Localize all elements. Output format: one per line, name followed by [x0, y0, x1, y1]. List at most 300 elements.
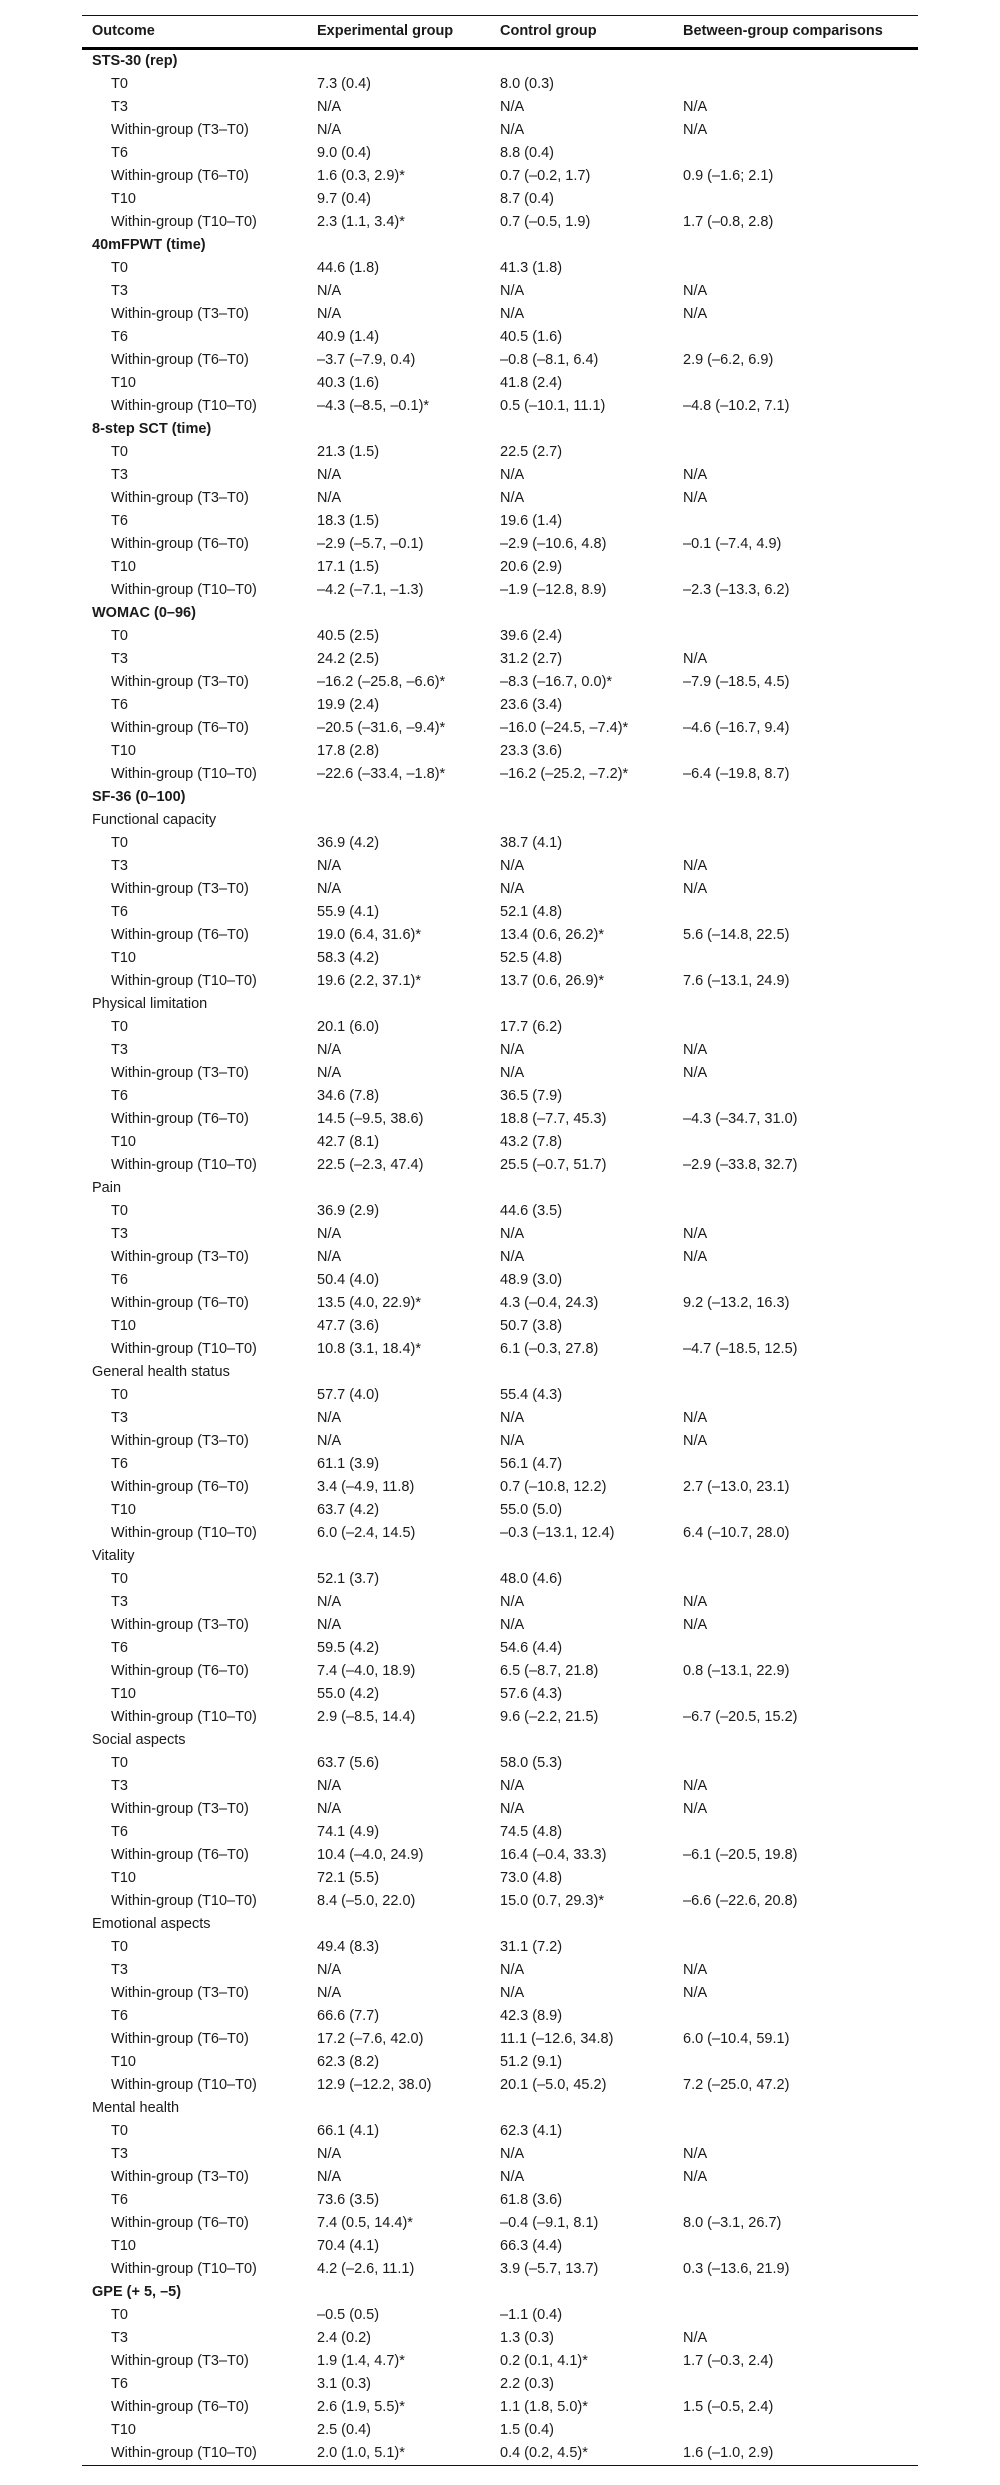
experimental-value: 36.9 (4.2)	[317, 835, 380, 851]
control-value: 43.2 (7.8)	[500, 1134, 563, 1150]
experimental-value: 18.3 (1.5)	[317, 513, 380, 529]
between-group-value: N/A	[683, 99, 708, 115]
experimental-value: 55.9 (4.1)	[317, 904, 380, 920]
experimental-value: N/A	[317, 858, 342, 874]
experimental-value: –3.7 (–7.9, 0.4)	[317, 352, 416, 368]
table-row	[82, 2258, 918, 2281]
experimental-value: 19.9 (2.4)	[317, 697, 380, 713]
table-row	[82, 1637, 918, 1660]
experimental-value: 58.3 (4.2)	[317, 950, 380, 966]
experimental-value: N/A	[317, 122, 342, 138]
experimental-value: 50.4 (4.0)	[317, 1272, 380, 1288]
between-group-value: 1.5 (–0.5, 2.4)	[683, 2399, 774, 2415]
table-row	[82, 303, 918, 326]
row-label: T10	[111, 1686, 136, 1702]
between-group-value: N/A	[683, 1249, 708, 1265]
experimental-value: –22.6 (–33.4, –1.8)*	[317, 766, 446, 782]
between-group-value: N/A	[683, 1042, 708, 1058]
row-label: Within-group (T3–T0)	[111, 674, 249, 690]
row-label: Within-group (T10–T0)	[111, 1157, 257, 1173]
control-value: 13.4 (0.6, 26.2)*	[500, 927, 604, 943]
between-group-value: N/A	[683, 490, 708, 506]
experimental-value: 14.5 (–9.5, 38.6)	[317, 1111, 424, 1127]
control-value: 0.2 (0.1, 4.1)*	[500, 2353, 588, 2369]
between-group-value: –0.1 (–7.4, 4.9)	[683, 536, 782, 552]
experimental-value: N/A	[317, 1985, 342, 2001]
between-group-value: N/A	[683, 1985, 708, 2001]
table-row	[82, 2373, 918, 2396]
control-value: N/A	[500, 490, 525, 506]
control-value: 20.6 (2.9)	[500, 559, 563, 575]
experimental-value: 47.7 (3.6)	[317, 1318, 380, 1334]
between-group-value: –6.7 (–20.5, 15.2)	[683, 1709, 798, 1725]
between-group-value: 8.0 (–3.1, 26.7)	[683, 2215, 782, 2231]
experimental-value: N/A	[317, 2146, 342, 2162]
control-value: 2.2 (0.3)	[500, 2376, 554, 2392]
experimental-value: 2.3 (1.1, 3.4)*	[317, 214, 405, 230]
row-label: T10	[111, 1502, 136, 1518]
experimental-value: N/A	[317, 1801, 342, 1817]
between-group-value: 6.4 (–10.7, 28.0)	[683, 1525, 790, 1541]
row-label: T6	[111, 513, 128, 529]
control-value: –0.8 (–8.1, 6.4)	[500, 352, 599, 368]
control-value: 23.6 (3.4)	[500, 697, 563, 713]
row-label: Within-group (T6–T0)	[111, 352, 249, 368]
control-value: N/A	[500, 99, 525, 115]
experimental-value: 8.4 (–5.0, 22.0)	[317, 1893, 416, 1909]
control-value: 74.5 (4.8)	[500, 1824, 563, 1840]
row-label: Within-group (T6–T0)	[111, 2031, 249, 2047]
control-value: 0.7 (–0.5, 1.9)	[500, 214, 591, 230]
control-value: 66.3 (4.4)	[500, 2238, 563, 2254]
control-value: 52.1 (4.8)	[500, 904, 563, 920]
row-label: Within-group (T3–T0)	[111, 306, 249, 322]
between-group-value: N/A	[683, 1617, 708, 1633]
row-label: T10	[111, 950, 136, 966]
table-body	[82, 50, 918, 2465]
row-label: Within-group (T6–T0)	[111, 1479, 249, 1495]
section-header-row	[82, 418, 918, 441]
table-row	[82, 1706, 918, 1729]
row-label: T3	[111, 2330, 128, 2346]
control-value: N/A	[500, 1985, 525, 2001]
control-value: N/A	[500, 306, 525, 322]
experimental-value: 12.9 (–12.2, 38.0)	[317, 2077, 432, 2093]
between-group-value: 2.9 (–6.2, 6.9)	[683, 352, 774, 368]
table-row	[82, 1315, 918, 1338]
experimental-value: 2.9 (–8.5, 14.4)	[317, 1709, 416, 1725]
table-row	[82, 2166, 918, 2189]
between-group-value: N/A	[683, 1962, 708, 1978]
between-group-value: 9.2 (–13.2, 16.3)	[683, 1295, 790, 1311]
row-label: Within-group (T3–T0)	[111, 490, 249, 506]
table-row	[82, 1499, 918, 1522]
table-row	[82, 625, 918, 648]
row-label: 8-step SCT (time)	[92, 421, 212, 437]
row-label: T3	[111, 2146, 128, 2162]
experimental-value: 7.4 (0.5, 14.4)*	[317, 2215, 413, 2231]
experimental-value: N/A	[317, 1249, 342, 1265]
between-group-value: –4.3 (–34.7, 31.0)	[683, 1111, 798, 1127]
table-row	[82, 924, 918, 947]
control-value: 6.1 (–0.3, 27.8)	[500, 1341, 599, 1357]
control-value: N/A	[500, 1410, 525, 1426]
between-group-value: N/A	[683, 651, 708, 667]
row-label: Within-group (T3–T0)	[111, 122, 249, 138]
control-value: 40.5 (1.6)	[500, 329, 563, 345]
between-group-value: 1.7 (–0.3, 2.4)	[683, 2353, 774, 2369]
between-group-value: N/A	[683, 306, 708, 322]
between-group-value: N/A	[683, 2330, 708, 2346]
table-row	[82, 1982, 918, 2005]
subsection-header-row	[82, 1361, 918, 1384]
experimental-value: 9.0 (0.4)	[317, 145, 371, 161]
row-label: Within-group (T3–T0)	[111, 1249, 249, 1265]
between-group-value: –6.4 (–19.8, 8.7)	[683, 766, 790, 782]
row-label: Within-group (T6–T0)	[111, 927, 249, 943]
table-row	[82, 1476, 918, 1499]
experimental-value: 36.9 (2.9)	[317, 1203, 380, 1219]
experimental-value: 2.6 (1.9, 5.5)*	[317, 2399, 405, 2415]
control-value: 22.5 (2.7)	[500, 444, 563, 460]
row-label: T3	[111, 1226, 128, 1242]
header-between-group: Between-group comparisons	[683, 23, 883, 39]
table-row	[82, 556, 918, 579]
between-group-value: N/A	[683, 1065, 708, 1081]
between-group-value: 1.7 (–0.8, 2.8)	[683, 214, 774, 230]
table-header	[82, 16, 918, 50]
table-row	[82, 188, 918, 211]
row-label: Within-group (T10–T0)	[111, 582, 257, 598]
row-label: Within-group (T3–T0)	[111, 1985, 249, 2001]
table-row	[82, 1338, 918, 1361]
between-group-value: N/A	[683, 1433, 708, 1449]
row-label: Within-group (T3–T0)	[111, 881, 249, 897]
control-value: 73.0 (4.8)	[500, 1870, 563, 1886]
row-label: Within-group (T10–T0)	[111, 2261, 257, 2277]
experimental-value: 22.5 (–2.3, 47.4)	[317, 1157, 424, 1173]
table-row	[82, 1775, 918, 1798]
experimental-value: 44.6 (1.8)	[317, 260, 380, 276]
row-label: Within-group (T10–T0)	[111, 2077, 257, 2093]
control-value: N/A	[500, 1065, 525, 1081]
between-group-value: N/A	[683, 467, 708, 483]
control-value: 48.9 (3.0)	[500, 1272, 563, 1288]
table-row	[82, 395, 918, 418]
row-label: T6	[111, 2008, 128, 2024]
table-row	[82, 2074, 918, 2097]
control-value: 3.9 (–5.7, 13.7)	[500, 2261, 599, 2277]
between-group-value: 1.6 (–1.0, 2.9)	[683, 2445, 774, 2461]
table-row	[82, 579, 918, 602]
control-value: N/A	[500, 1594, 525, 1610]
experimental-value: –0.5 (0.5)	[317, 2307, 380, 2323]
control-value: N/A	[500, 1778, 525, 1794]
experimental-value: 74.1 (4.9)	[317, 1824, 380, 1840]
control-value: 61.8 (3.6)	[500, 2192, 563, 2208]
experimental-value: 24.2 (2.5)	[317, 651, 380, 667]
control-value: 8.7 (0.4)	[500, 191, 554, 207]
table-row	[82, 510, 918, 533]
control-value: N/A	[500, 283, 525, 299]
experimental-value: 70.4 (4.1)	[317, 2238, 380, 2254]
control-value: N/A	[500, 122, 525, 138]
table-row	[82, 1062, 918, 1085]
control-value: N/A	[500, 1433, 525, 1449]
control-value: 20.1 (–5.0, 45.2)	[500, 2077, 607, 2093]
row-label: T0	[111, 1203, 128, 1219]
between-group-value: –4.7 (–18.5, 12.5)	[683, 1341, 798, 1357]
table-row	[82, 1683, 918, 1706]
experimental-value: 52.1 (3.7)	[317, 1571, 380, 1587]
row-label: T6	[111, 1824, 128, 1840]
control-value: 42.3 (8.9)	[500, 2008, 563, 2024]
table-row	[82, 142, 918, 165]
experimental-value: 40.3 (1.6)	[317, 375, 380, 391]
row-label: T3	[111, 283, 128, 299]
experimental-value: 66.1 (4.1)	[317, 2123, 380, 2139]
table-row	[82, 1568, 918, 1591]
experimental-value: 19.0 (6.4, 31.6)*	[317, 927, 421, 943]
table-row	[82, 1798, 918, 1821]
row-label: Functional capacity	[92, 812, 217, 828]
table-row	[82, 2350, 918, 2373]
subsection-header-row	[82, 1913, 918, 1936]
control-value: 4.3 (–0.4, 24.3)	[500, 1295, 599, 1311]
table-row	[82, 1614, 918, 1637]
table-row	[82, 533, 918, 556]
between-group-value: N/A	[683, 283, 708, 299]
row-label: T3	[111, 1594, 128, 1610]
row-label: T3	[111, 1410, 128, 1426]
table-row	[82, 96, 918, 119]
control-value: 48.0 (4.6)	[500, 1571, 563, 1587]
table-row	[82, 901, 918, 924]
section-header-row	[82, 2281, 918, 2304]
control-value: N/A	[500, 1801, 525, 1817]
control-value: –1.1 (0.4)	[500, 2307, 563, 2323]
experimental-value: N/A	[317, 99, 342, 115]
control-value: –2.9 (–10.6, 4.8)	[500, 536, 607, 552]
row-label: Within-group (T10–T0)	[111, 766, 257, 782]
row-label: T0	[111, 1019, 128, 1035]
control-value: –0.4 (–9.1, 8.1)	[500, 2215, 599, 2231]
experimental-value: 2.5 (0.4)	[317, 2422, 371, 2438]
header-control-group: Control group	[500, 23, 597, 39]
control-value: 31.2 (2.7)	[500, 651, 563, 667]
experimental-value: 10.8 (3.1, 18.4)*	[317, 1341, 421, 1357]
table-row	[82, 671, 918, 694]
row-label: T10	[111, 743, 136, 759]
table-row	[82, 1821, 918, 1844]
experimental-value: N/A	[317, 2169, 342, 2185]
table-row	[82, 1131, 918, 1154]
row-label: T0	[111, 1571, 128, 1587]
row-label: T3	[111, 467, 128, 483]
table-row	[82, 2327, 918, 2350]
row-label: T10	[111, 1870, 136, 1886]
experimental-value: N/A	[317, 1433, 342, 1449]
experimental-value: 61.1 (3.9)	[317, 1456, 380, 1472]
row-label: Within-group (T10–T0)	[111, 214, 257, 230]
experimental-value: 66.6 (7.7)	[317, 2008, 380, 2024]
row-label: T6	[111, 1456, 128, 1472]
row-label: T6	[111, 2192, 128, 2208]
control-value: 44.6 (3.5)	[500, 1203, 563, 1219]
control-value: 0.7 (–10.8, 12.2)	[500, 1479, 607, 1495]
table-row	[82, 119, 918, 142]
control-value: 36.5 (7.9)	[500, 1088, 563, 1104]
table-row	[82, 73, 918, 96]
table-row	[82, 1016, 918, 1039]
experimental-value: 34.6 (7.8)	[317, 1088, 380, 1104]
between-group-value: –2.3 (–13.3, 6.2)	[683, 582, 790, 598]
subsection-header-row	[82, 1545, 918, 1568]
row-label: T3	[111, 651, 128, 667]
row-label: T6	[111, 697, 128, 713]
experimental-value: N/A	[317, 1410, 342, 1426]
row-label: T10	[111, 1134, 136, 1150]
control-value: N/A	[500, 1226, 525, 1242]
row-label: T0	[111, 2307, 128, 2323]
table-row	[82, 855, 918, 878]
table-row	[82, 1292, 918, 1315]
experimental-value: N/A	[317, 490, 342, 506]
row-label: T10	[111, 559, 136, 575]
row-label: T0	[111, 628, 128, 644]
experimental-value: 3.1 (0.3)	[317, 2376, 371, 2392]
row-label: Social aspects	[92, 1732, 186, 1748]
row-label: T10	[111, 2422, 136, 2438]
section-header-row	[82, 786, 918, 809]
control-value: N/A	[500, 1962, 525, 1978]
section-header-row	[82, 50, 918, 73]
table-row	[82, 1453, 918, 1476]
table-row	[82, 947, 918, 970]
control-value: N/A	[500, 1042, 525, 1058]
header-outcome: Outcome	[92, 23, 155, 39]
table-row	[82, 1108, 918, 1131]
experimental-value: N/A	[317, 1042, 342, 1058]
table-row	[82, 832, 918, 855]
row-label: Pain	[92, 1180, 122, 1196]
table-row	[82, 1384, 918, 1407]
control-value: 39.6 (2.4)	[500, 628, 563, 644]
row-label: T0	[111, 2123, 128, 2139]
table-row	[82, 1200, 918, 1223]
table-row	[82, 1591, 918, 1614]
subsection-header-row	[82, 1729, 918, 1752]
table-row	[82, 349, 918, 372]
between-group-value: N/A	[683, 122, 708, 138]
row-label: T10	[111, 2054, 136, 2070]
experimental-value: 63.7 (4.2)	[317, 1502, 380, 1518]
experimental-value: N/A	[317, 1226, 342, 1242]
control-value: N/A	[500, 881, 525, 897]
between-group-value: –4.8 (–10.2, 7.1)	[683, 398, 790, 414]
between-group-value: 2.7 (–13.0, 23.1)	[683, 1479, 790, 1495]
table-row	[82, 2396, 918, 2419]
experimental-value: N/A	[317, 1962, 342, 1978]
control-value: 31.1 (7.2)	[500, 1939, 563, 1955]
table-row	[82, 717, 918, 740]
control-value: N/A	[500, 2169, 525, 2185]
experimental-value: –4.3 (–8.5, –0.1)*	[317, 398, 430, 414]
control-value: 50.7 (3.8)	[500, 1318, 563, 1334]
experimental-value: 17.1 (1.5)	[317, 559, 380, 575]
row-label: 40mFPWT (time)	[92, 237, 206, 253]
experimental-value: 7.4 (–4.0, 18.9)	[317, 1663, 416, 1679]
between-group-value: –6.6 (–22.6, 20.8)	[683, 1893, 798, 1909]
control-value: 62.3 (4.1)	[500, 2123, 563, 2139]
control-value: 0.5 (–10.1, 11.1)	[500, 398, 606, 414]
row-label: T3	[111, 1042, 128, 1058]
row-label: T6	[111, 329, 128, 345]
experimental-value: 59.5 (4.2)	[317, 1640, 380, 1656]
row-label: T6	[111, 904, 128, 920]
between-group-value: 0.3 (–13.6, 21.9)	[683, 2261, 790, 2277]
row-label: GPE (+ 5, –5)	[92, 2284, 182, 2300]
control-value: 18.8 (–7.7, 45.3)	[500, 1111, 607, 1127]
experimental-value: 21.3 (1.5)	[317, 444, 380, 460]
between-group-value: N/A	[683, 2146, 708, 2162]
table-row	[82, 326, 918, 349]
subsection-header-row	[82, 2097, 918, 2120]
control-value: N/A	[500, 1617, 525, 1633]
row-label: T6	[111, 1640, 128, 1656]
row-label: T3	[111, 858, 128, 874]
control-value: 55.0 (5.0)	[500, 1502, 563, 1518]
table-row	[82, 2051, 918, 2074]
table-row	[82, 1430, 918, 1453]
experimental-value: N/A	[317, 881, 342, 897]
table-row	[82, 1890, 918, 1913]
control-value: 17.7 (6.2)	[500, 1019, 563, 1035]
row-label: Within-group (T10–T0)	[111, 1525, 257, 1541]
row-label: Within-group (T6–T0)	[111, 536, 249, 552]
experimental-value: 19.6 (2.2, 37.1)*	[317, 973, 421, 989]
row-label: STS-30 (rep)	[92, 53, 178, 69]
between-group-value: –4.6 (–16.7, 9.4)	[683, 720, 790, 736]
experimental-value: 10.4 (–4.0, 24.9)	[317, 1847, 424, 1863]
experimental-value: 62.3 (8.2)	[317, 2054, 380, 2070]
row-label: Within-group (T10–T0)	[111, 973, 257, 989]
control-value: 1.1 (1.8, 5.0)*	[500, 2399, 588, 2415]
table-row	[82, 1085, 918, 1108]
control-value: 16.4 (–0.4, 33.3)	[500, 1847, 607, 1863]
table-row	[82, 694, 918, 717]
control-value: 15.0 (0.7, 29.3)*	[500, 1893, 604, 1909]
experimental-value: 40.9 (1.4)	[317, 329, 380, 345]
table-row	[82, 2120, 918, 2143]
row-label: T10	[111, 1318, 136, 1334]
table-row	[82, 878, 918, 901]
control-value: N/A	[500, 2146, 525, 2162]
table-row	[82, 1223, 918, 1246]
between-group-value: N/A	[683, 858, 708, 874]
table-row	[82, 648, 918, 671]
between-group-value: N/A	[683, 1226, 708, 1242]
row-label: Within-group (T6–T0)	[111, 1847, 249, 1863]
between-group-value: N/A	[683, 1410, 708, 1426]
experimental-value: 55.0 (4.2)	[317, 1686, 380, 1702]
between-group-value: 7.2 (–25.0, 47.2)	[683, 2077, 790, 2093]
table-row	[82, 2212, 918, 2235]
row-label: Within-group (T6–T0)	[111, 2399, 249, 2415]
experimental-value: 6.0 (–2.4, 14.5)	[317, 1525, 416, 1541]
experimental-value: –2.9 (–5.7, –0.1)	[317, 536, 424, 552]
control-value: 0.4 (0.2, 4.5)*	[500, 2445, 588, 2461]
